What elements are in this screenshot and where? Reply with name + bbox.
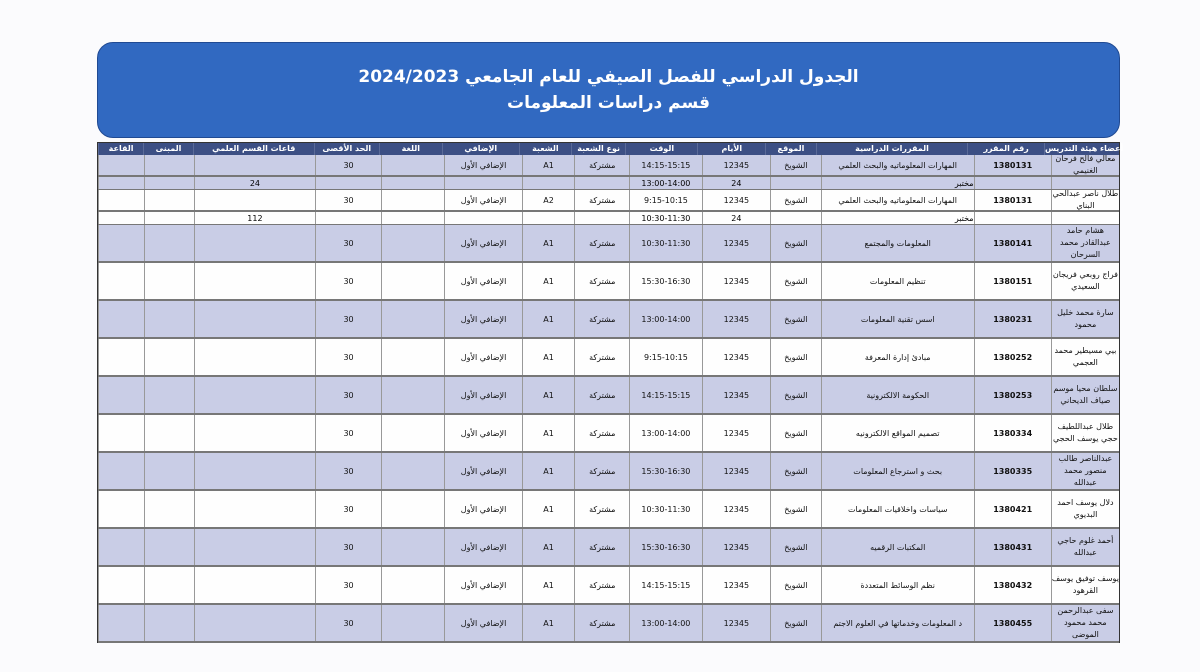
cell-max: 30 bbox=[315, 529, 380, 565]
cell-hall_room bbox=[98, 155, 144, 175]
table-body bbox=[98, 155, 1119, 643]
column-header: الوقت bbox=[625, 143, 697, 155]
cell-hall_room bbox=[98, 225, 144, 261]
cell-type: مشتركة bbox=[574, 453, 629, 489]
column-header: اللغة bbox=[379, 143, 442, 155]
sub-cell-code bbox=[974, 212, 1051, 224]
cell-building bbox=[144, 190, 194, 210]
cell-hall_room bbox=[98, 567, 144, 603]
cell-max: 30 bbox=[315, 225, 380, 261]
sub-cell-extra bbox=[444, 212, 521, 224]
sub-cell-name bbox=[1051, 212, 1119, 224]
cell-hall bbox=[194, 190, 316, 210]
cell-section: A1 bbox=[522, 225, 575, 261]
cell-location: الشويخ bbox=[770, 453, 821, 489]
instructor-name: عبدالناصر طالب منصور محمد عبدالله bbox=[1051, 453, 1119, 489]
sub-cell-lang bbox=[381, 177, 445, 189]
table-row bbox=[98, 605, 1119, 643]
table-row bbox=[98, 301, 1119, 339]
cell-time: 15:30-16:30 bbox=[629, 529, 702, 565]
cell-type: مشتركة bbox=[574, 190, 629, 210]
sub-cell-days: 24 bbox=[702, 177, 770, 189]
cell-lang bbox=[381, 529, 445, 565]
cell-code: 1380432 bbox=[974, 567, 1051, 603]
column-header: الحد الأقصى bbox=[314, 143, 379, 155]
cell-lang bbox=[381, 190, 445, 210]
cell-time: 15:30-16:30 bbox=[629, 263, 702, 299]
cell-lang bbox=[381, 415, 445, 451]
sub-cell-building bbox=[144, 177, 194, 189]
instructor-name: أحمد غلوم حاجي عبدالله bbox=[1051, 529, 1119, 565]
cell-hall bbox=[194, 529, 316, 565]
cell-section: A1 bbox=[522, 415, 575, 451]
cell-section: A1 bbox=[522, 567, 575, 603]
cell-location: الشويخ bbox=[770, 339, 821, 375]
sub-cell-days: 24 bbox=[702, 212, 770, 224]
cell-location: الشويخ bbox=[770, 263, 821, 299]
sub-cell-hall_room bbox=[98, 177, 144, 189]
cell-code: 1380431 bbox=[974, 529, 1051, 565]
cell-hall bbox=[194, 377, 316, 413]
course-name: تنظيم المعلومات bbox=[821, 263, 974, 299]
cell-hall_room bbox=[98, 605, 144, 641]
table-row bbox=[98, 377, 1119, 415]
cell-location: الشويخ bbox=[770, 301, 821, 337]
cell-hall_room bbox=[98, 529, 144, 565]
cell-extra: الإضافي الأول bbox=[444, 377, 521, 413]
cell-building bbox=[144, 377, 194, 413]
column-header: الأيام bbox=[697, 143, 765, 155]
cell-type: مشتركة bbox=[574, 605, 629, 641]
sub-cell-max bbox=[315, 212, 380, 224]
table-row bbox=[98, 415, 1119, 453]
table-row bbox=[98, 453, 1119, 491]
table-row bbox=[98, 263, 1119, 301]
cell-lang bbox=[381, 377, 445, 413]
cell-time: 14:15-15:15 bbox=[629, 155, 702, 175]
cell-hall bbox=[194, 263, 316, 299]
cell-max: 30 bbox=[315, 339, 380, 375]
cell-extra: الإضافي الأول bbox=[444, 605, 521, 641]
cell-hall bbox=[194, 301, 316, 337]
instructor-name: فراج روبعي فريجان السعيدي bbox=[1051, 263, 1119, 299]
column-header: نوع الشعبة bbox=[571, 143, 625, 155]
cell-section: A1 bbox=[522, 301, 575, 337]
cell-location: الشويخ bbox=[770, 491, 821, 527]
cell-type: مشتركة bbox=[574, 567, 629, 603]
cell-type: مشتركة bbox=[574, 301, 629, 337]
cell-max: 30 bbox=[315, 155, 380, 175]
cell-days: 12345 bbox=[702, 377, 770, 413]
cell-lang bbox=[381, 301, 445, 337]
instructor-name: بيي مسيطير محمد العجمي bbox=[1051, 339, 1119, 375]
lab-sub-row bbox=[98, 177, 1119, 190]
cell-building bbox=[144, 339, 194, 375]
cell-building bbox=[144, 225, 194, 261]
table-row bbox=[98, 491, 1119, 529]
cell-building bbox=[144, 155, 194, 175]
cell-section: A1 bbox=[522, 453, 575, 489]
cell-code: 1380252 bbox=[974, 339, 1051, 375]
table-row bbox=[98, 529, 1119, 567]
page-subtitle: قسم دراسات المعلومات bbox=[507, 93, 710, 113]
instructor-name: معالي فالح فرحان الغنيمي bbox=[1051, 155, 1119, 175]
cell-time: 14:15-15:15 bbox=[629, 377, 702, 413]
table-row bbox=[98, 339, 1119, 377]
cell-hall bbox=[194, 491, 316, 527]
sub-cell-hall_room bbox=[98, 212, 144, 224]
cell-extra: الإضافي الأول bbox=[444, 415, 521, 451]
column-header: الموقع bbox=[765, 143, 816, 155]
cell-extra: الإضافي الأول bbox=[444, 339, 521, 375]
instructor-name: طلال ناصر عبدالحي البناي bbox=[1052, 189, 1119, 210]
cell-location: الشويخ bbox=[770, 415, 821, 451]
cell-time: 14:15-15:15 bbox=[629, 567, 702, 603]
cell-location: الشويخ bbox=[770, 155, 821, 175]
cell-time: 9:15-10:15 bbox=[629, 339, 702, 375]
cell-hall_room bbox=[98, 491, 144, 527]
cell-building bbox=[144, 301, 194, 337]
cell-hall_room bbox=[98, 453, 144, 489]
cell-max: 30 bbox=[315, 567, 380, 603]
cell-max: 30 bbox=[315, 190, 380, 210]
cell-days: 12345 bbox=[702, 491, 770, 527]
cell-location: الشويخ bbox=[770, 225, 821, 261]
cell-hall_room bbox=[98, 377, 144, 413]
column-header: قاعات القسم العلمي bbox=[193, 143, 314, 155]
cell-extra: الإضافي الأول bbox=[444, 453, 521, 489]
cell-max: 30 bbox=[315, 377, 380, 413]
cell-lang bbox=[381, 339, 445, 375]
instructor-name: سفى عبدالرحمن محمد محمود الموضى bbox=[1051, 605, 1119, 641]
cell-days: 12345 bbox=[702, 155, 770, 175]
column-header: القاعة bbox=[98, 143, 143, 155]
course-name: تصميم المواقع الالكترونيه bbox=[821, 415, 974, 451]
cell-location: الشويخ bbox=[770, 190, 821, 210]
sub-cell-code bbox=[974, 177, 1051, 189]
cell-extra: الإضافي الأول bbox=[444, 155, 521, 175]
cell-days: 12345 bbox=[702, 301, 770, 337]
cell-lang bbox=[381, 491, 445, 527]
cell-building bbox=[144, 605, 194, 641]
cell-lang bbox=[381, 567, 445, 603]
column-header: أعضاء هيئة التدريس bbox=[1044, 144, 1124, 153]
table-row bbox=[98, 567, 1119, 605]
instructor-name: هشام حامد عبدالقادر محمد السرحان bbox=[1051, 225, 1119, 261]
cell-hall_room bbox=[98, 263, 144, 299]
cell-type: مشتركة bbox=[574, 339, 629, 375]
cell-days: 12345 bbox=[702, 339, 770, 375]
cell-max: 30 bbox=[315, 491, 380, 527]
cell-building bbox=[144, 529, 194, 565]
cell-extra: الإضافي الأول bbox=[444, 263, 521, 299]
course-name: المهارات المعلوماتيه والبحث العلمي bbox=[821, 190, 974, 210]
cell-hall_room bbox=[98, 301, 144, 337]
cell-extra: الإضافي الأول bbox=[444, 190, 521, 210]
cell-hall bbox=[194, 339, 316, 375]
cell-code: 1380334 bbox=[974, 415, 1051, 451]
cell-days: 12345 bbox=[702, 567, 770, 603]
page-title: الجدول الدراسي للفصل الصيفي للعام الجامعي 2024/2023 bbox=[358, 67, 859, 87]
cell-extra: الإضافي الأول bbox=[444, 491, 521, 527]
column-header: الشعبة bbox=[519, 143, 571, 155]
sub-cell-hall: 112 bbox=[194, 212, 316, 224]
cell-days: 12345 bbox=[702, 263, 770, 299]
sub-cell-location bbox=[770, 212, 821, 224]
cell-code: 1380141 bbox=[974, 225, 1051, 261]
sub-cell-lang bbox=[381, 212, 445, 224]
cell-building bbox=[144, 415, 194, 451]
sub-cell-course: مختبر bbox=[821, 212, 974, 224]
cell-time: 13:00-14:00 bbox=[629, 415, 702, 451]
course-name: نظم الوسائط المتعددة bbox=[821, 567, 974, 603]
instructor-name: سلطان محيا موسم صياف الديحاني bbox=[1051, 377, 1119, 413]
cell-type: مشتركة bbox=[574, 377, 629, 413]
sub-cell-location bbox=[770, 177, 821, 189]
cell-hall bbox=[194, 567, 316, 603]
table-row bbox=[98, 225, 1119, 263]
course-name: المعلومات والمجتمع bbox=[821, 225, 974, 261]
cell-lang bbox=[381, 225, 445, 261]
cell-section: A1 bbox=[522, 263, 575, 299]
sub-cell-section bbox=[522, 212, 575, 224]
cell-days: 12345 bbox=[702, 225, 770, 261]
cell-max: 30 bbox=[315, 605, 380, 641]
cell-building bbox=[144, 567, 194, 603]
sub-cell-time: 13:00-14:00 bbox=[629, 177, 702, 189]
cell-code: 1380421 bbox=[974, 491, 1051, 527]
cell-code: 1380151 bbox=[974, 263, 1051, 299]
cell-time: 13:00-14:00 bbox=[629, 605, 702, 641]
cell-days: 12345 bbox=[702, 190, 770, 210]
sub-cell-section bbox=[522, 177, 575, 189]
cell-section: A2 bbox=[522, 190, 575, 210]
instructor-name: دلال يوسف احمد البديوي bbox=[1051, 491, 1119, 527]
instructor-name: سارة محمد خليل محمود bbox=[1051, 301, 1119, 337]
course-name: المكتبات الرقميه bbox=[821, 529, 974, 565]
cell-type: مشتركة bbox=[574, 491, 629, 527]
cell-code: 1380335 bbox=[974, 453, 1051, 489]
sub-cell-extra bbox=[444, 177, 521, 189]
cell-extra: الإضافي الأول bbox=[444, 225, 521, 261]
instructor-name: طلال عبداللطيف حجي يوسف الحجي bbox=[1051, 415, 1119, 451]
schedule-table bbox=[97, 142, 1124, 643]
course-name: مبادئ إدارة المعرفة bbox=[821, 339, 974, 375]
cell-section: A1 bbox=[522, 491, 575, 527]
cell-code: 1380131 bbox=[974, 155, 1051, 175]
cell-location: الشويخ bbox=[770, 377, 821, 413]
cell-section: A1 bbox=[522, 377, 575, 413]
cell-hall bbox=[194, 415, 316, 451]
cell-building bbox=[144, 453, 194, 489]
cell-time: 10:30-11:30 bbox=[629, 491, 702, 527]
cell-section: A1 bbox=[522, 529, 575, 565]
course-name: بحث و استرجاع المعلومات bbox=[821, 453, 974, 489]
cell-lang bbox=[381, 155, 445, 175]
cell-hall_room bbox=[98, 339, 144, 375]
cell-code: 1380253 bbox=[974, 377, 1051, 413]
sub-cell-type bbox=[574, 212, 629, 224]
cell-hall bbox=[194, 155, 316, 175]
cell-time: 15:30-16:30 bbox=[629, 453, 702, 489]
sub-cell-hall: 24 bbox=[194, 177, 316, 189]
cell-section: A1 bbox=[522, 339, 575, 375]
course-name: الحكومة الالكترونية bbox=[821, 377, 974, 413]
course-name: اسس تقنية المعلومات bbox=[821, 301, 974, 337]
column-header: المبنى bbox=[143, 143, 193, 155]
cell-max: 30 bbox=[315, 415, 380, 451]
cell-extra: الإضافي الأول bbox=[444, 567, 521, 603]
cell-type: مشتركة bbox=[574, 155, 629, 175]
cell-hall bbox=[194, 605, 316, 641]
cell-location: الشويخ bbox=[770, 529, 821, 565]
cell-days: 12345 bbox=[702, 529, 770, 565]
table-row bbox=[98, 155, 1119, 177]
table-row bbox=[98, 190, 1119, 212]
cell-hall_room bbox=[98, 415, 144, 451]
column-header: المقررات الدراسية bbox=[816, 143, 968, 155]
cell-code: 1380455 bbox=[974, 605, 1051, 641]
course-name: د المعلومات وخدماتها في العلوم الاجتم bbox=[821, 605, 974, 641]
cell-time: 10:30-11:30 bbox=[629, 225, 702, 261]
cell-code: 1380131 bbox=[974, 190, 1051, 210]
sub-cell-max bbox=[315, 177, 380, 189]
cell-lang bbox=[381, 605, 445, 641]
cell-section: A1 bbox=[522, 155, 575, 175]
cell-type: مشتركة bbox=[574, 529, 629, 565]
cell-max: 30 bbox=[315, 453, 380, 489]
cell-building bbox=[144, 263, 194, 299]
course-name: سياسات واخلاقيات المعلومات bbox=[821, 491, 974, 527]
column-header: رقم المقرر bbox=[967, 143, 1044, 155]
cell-type: مشتركة bbox=[574, 263, 629, 299]
sub-cell-type bbox=[574, 177, 629, 189]
sub-cell-time: 10:30-11:30 bbox=[629, 212, 702, 224]
cell-lang bbox=[381, 453, 445, 489]
cell-type: مشتركة bbox=[574, 415, 629, 451]
cell-days: 12345 bbox=[702, 415, 770, 451]
cell-building bbox=[144, 491, 194, 527]
sub-cell-course: مختبر bbox=[821, 177, 974, 189]
sub-cell-building bbox=[144, 212, 194, 224]
page-header bbox=[97, 42, 1120, 138]
cell-max: 30 bbox=[315, 263, 380, 299]
cell-extra: الإضافي الأول bbox=[444, 529, 521, 565]
cell-time: 13:00-14:00 bbox=[629, 301, 702, 337]
cell-type: مشتركة bbox=[574, 225, 629, 261]
column-header: الإضافي bbox=[442, 143, 519, 155]
cell-days: 12345 bbox=[702, 605, 770, 641]
cell-days: 12345 bbox=[702, 453, 770, 489]
cell-time: 9:15-10:15 bbox=[629, 190, 702, 210]
cell-code: 1380231 bbox=[974, 301, 1051, 337]
course-name: المهارات المعلوماتيه والبحث العلمي bbox=[821, 155, 974, 175]
cell-location: الشويخ bbox=[770, 605, 821, 641]
instructor-name: يوسف توفيق يوسف القرهود bbox=[1051, 567, 1119, 603]
cell-section: A1 bbox=[522, 605, 575, 641]
cell-extra: الإضافي الأول bbox=[444, 301, 521, 337]
cell-hall bbox=[194, 453, 316, 489]
table-header bbox=[98, 143, 1124, 155]
cell-hall bbox=[194, 225, 316, 261]
cell-hall_room bbox=[98, 190, 144, 210]
cell-location: الشويخ bbox=[770, 567, 821, 603]
lab-sub-row bbox=[98, 212, 1119, 225]
cell-max: 30 bbox=[315, 301, 380, 337]
cell-lang bbox=[381, 263, 445, 299]
